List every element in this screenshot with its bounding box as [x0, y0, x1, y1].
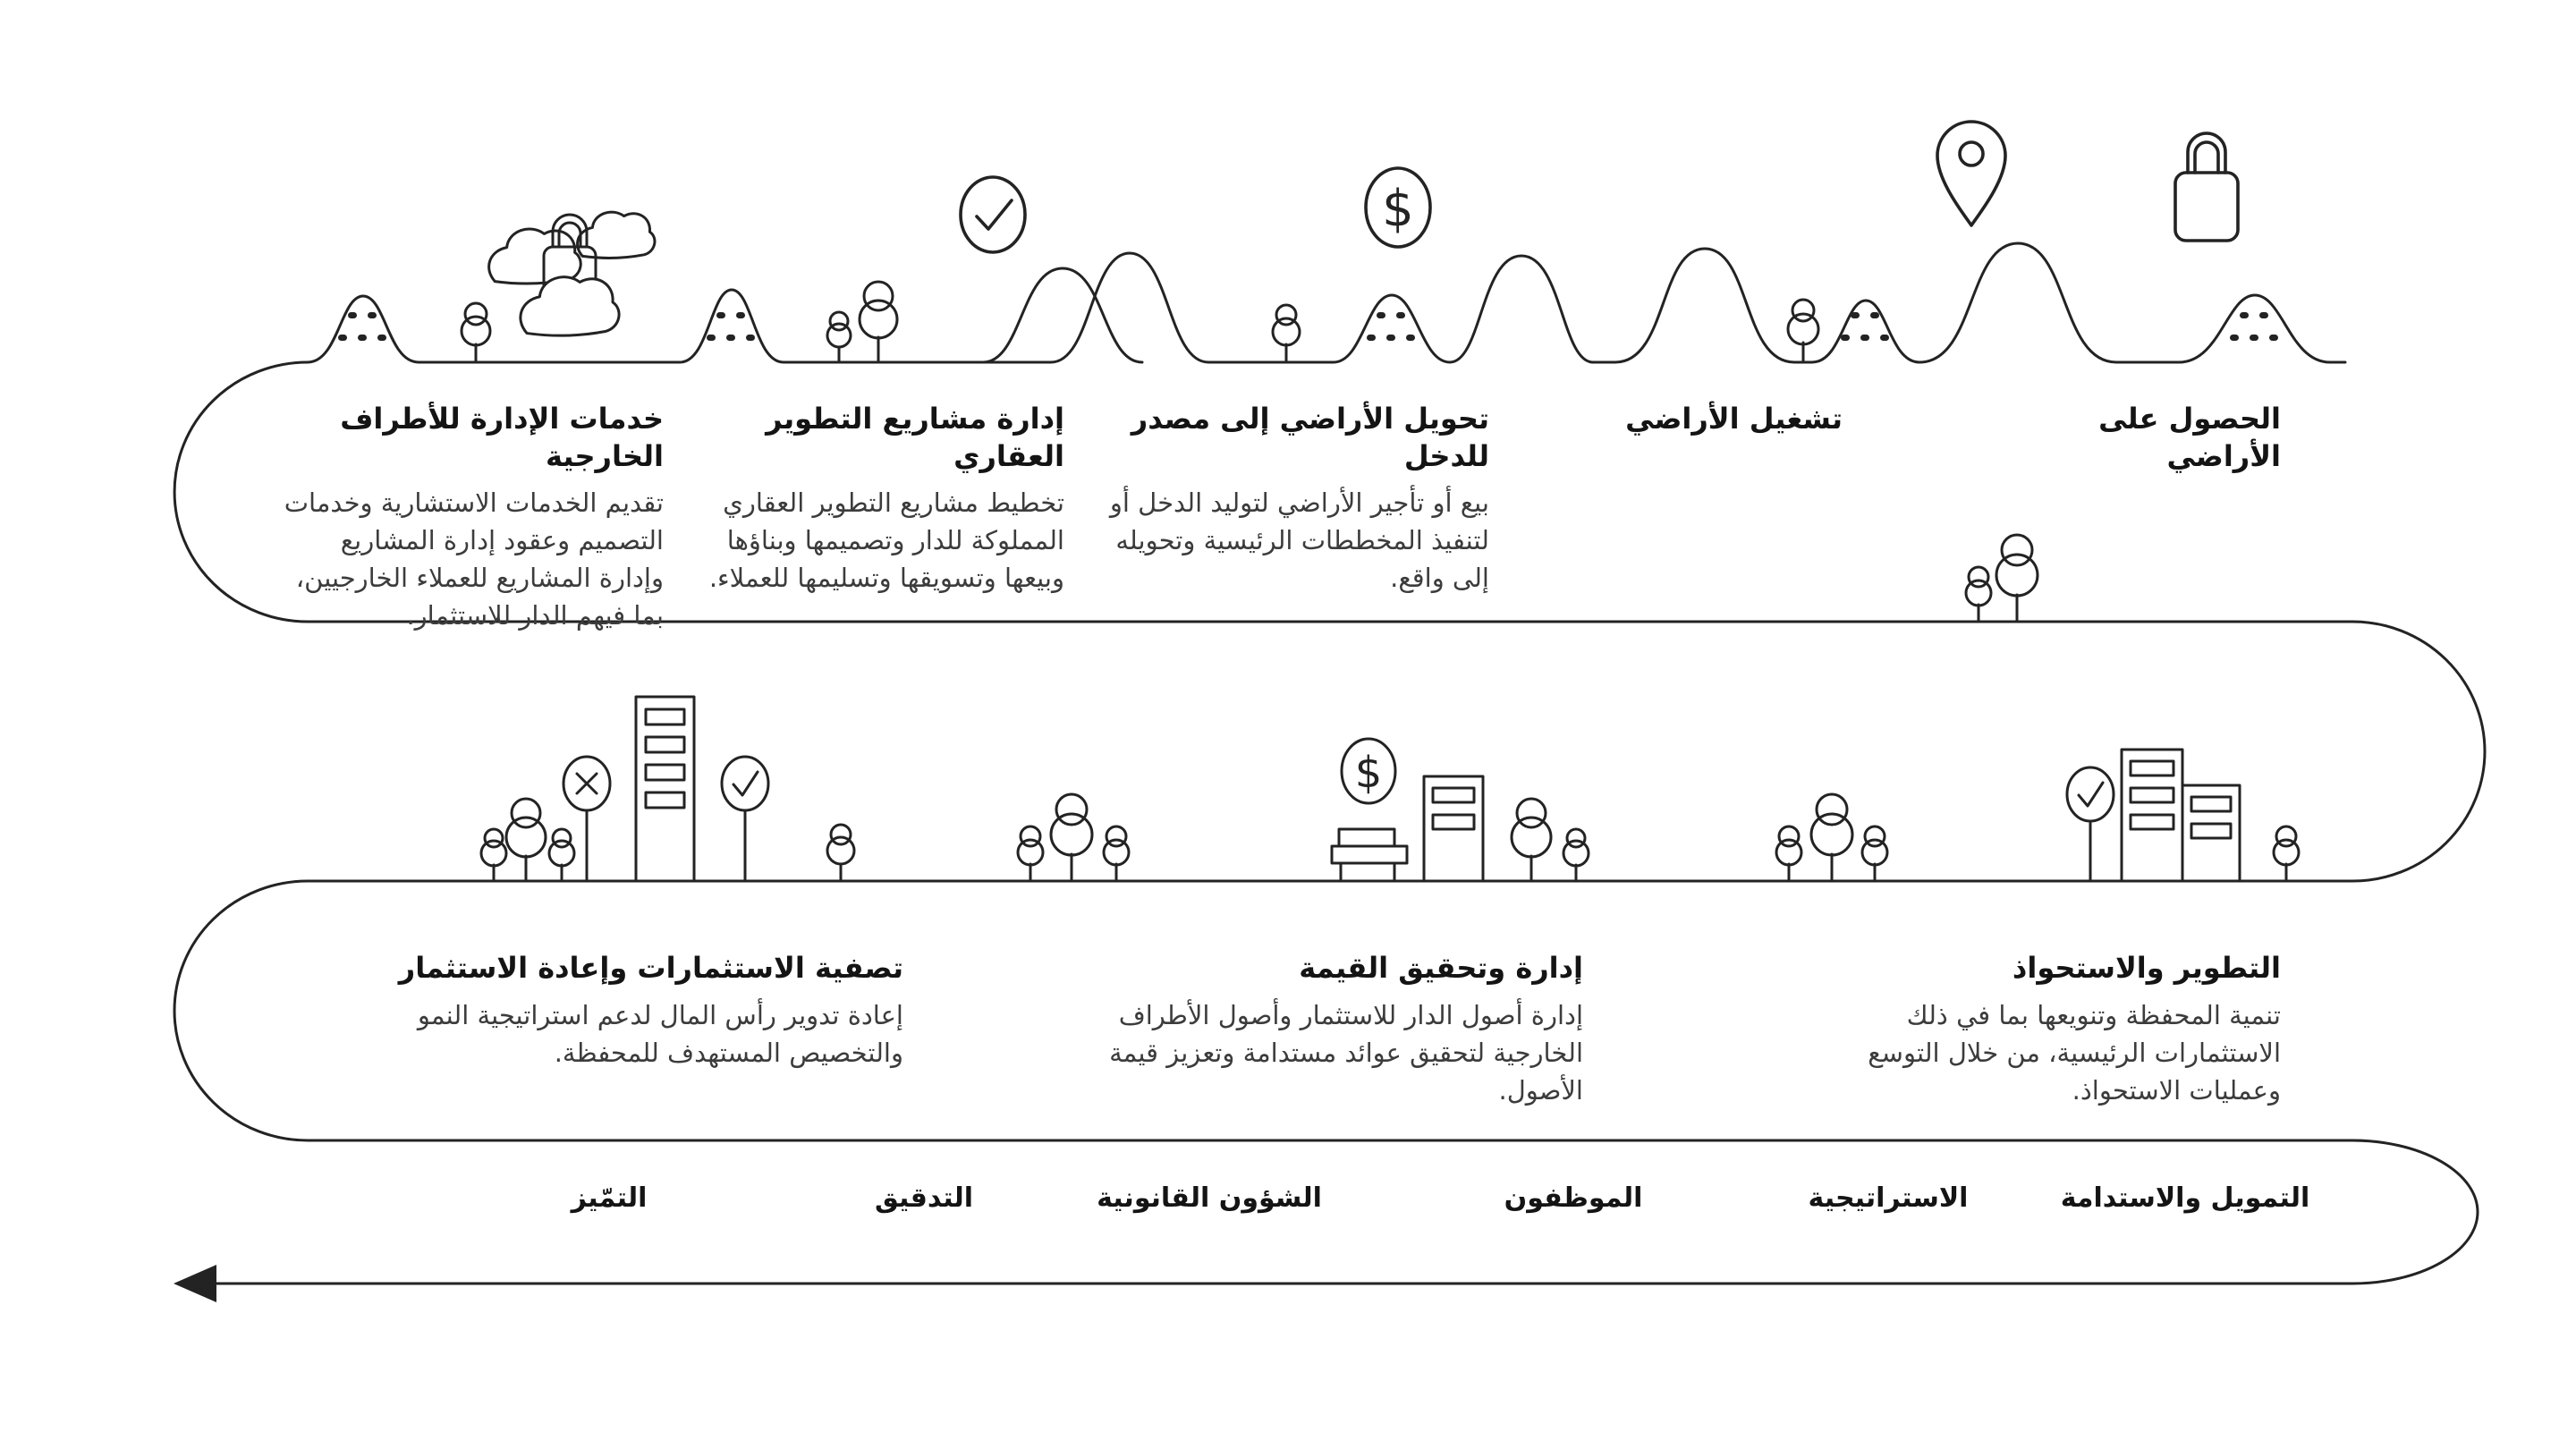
support-function-legal: الشؤون القانونية: [1097, 1182, 1322, 1214]
support-function-strategy: الاستراتيجية: [1808, 1182, 1969, 1214]
tree: [1104, 826, 1129, 881]
cloud-lock-icon: [489, 212, 655, 335]
tree: [860, 282, 897, 362]
stage-description: تقديم الخدمات الاستشارية وخدمات التصميم وعقود إدارة المشاريع وإدارة المشاريع للعملاء الخارجيين، بما فيهم الدار للاستثمار.: [284, 487, 664, 631]
stage-manage-value: [1046, 950, 1583, 1109]
dollar-circle-icon: [1342, 739, 1395, 803]
check-circle-sign: [722, 757, 768, 881]
tree: [549, 829, 574, 881]
stage-third-party-management: [279, 401, 664, 634]
stage-title: تحويل الأراضي إلى مصدر للدخل: [1131, 402, 1489, 473]
stage-land-acquisition: [1986, 401, 2281, 475]
stage-land-operation: [1565, 401, 1843, 438]
stage-land-monetization: [1091, 401, 1489, 597]
building-pair: [2122, 750, 2240, 881]
tree: [827, 825, 854, 881]
tree: [506, 799, 546, 881]
location-pin-icon: [1937, 122, 2005, 225]
building-tall-tower: [636, 697, 694, 881]
check-circle-icon: [961, 177, 1025, 252]
tree: [1811, 794, 1852, 881]
tree: [1776, 826, 1801, 881]
building-office: [1424, 776, 1483, 881]
stage-description: إدارة أصول الدار للاستثمار وأصول الأطراف الخارجية لتحقيق عوائد مستدامة وتعزيز قيمة الأصول.: [1109, 999, 1583, 1106]
stage-title: تصفية الاستثمارات وإعادة الاستثمار: [398, 951, 903, 985]
stage-description: تنمية المحفظة وتنويعها بما في ذلك الاستثمارات الرئيسية، من خلال التوسع وعمليات الاستحواذ.: [1868, 999, 2281, 1106]
tree: [1862, 826, 1887, 881]
crossing-mountain: [983, 268, 1142, 362]
stage-development-projects: [707, 401, 1064, 597]
stage-title: الحصول على الأراضي: [2098, 402, 2281, 473]
stage-description: إعادة تدوير رأس المال لدعم استراتيجية النمو والتخصيص المستهدف للمحفظة.: [417, 999, 903, 1068]
stage-description: تخطيط مشاريع التطوير العقاري المملوكة للدار وتصميمها وبناؤها وبيعها وتسويقها وتسليمها للعملاء.: [708, 487, 1064, 594]
tree: [2274, 826, 2299, 881]
tree: [1563, 829, 1589, 881]
tree: [1996, 535, 2038, 622]
tree: [462, 303, 490, 362]
arrow-left-icon: [174, 1265, 216, 1302]
tree: [1512, 799, 1551, 881]
tree: [481, 829, 506, 881]
support-function-excellence: التمّيز: [571, 1182, 648, 1214]
tree: [1273, 305, 1300, 362]
support-function-finance-sustainability: التمويل والاستدامة: [2060, 1182, 2310, 1214]
stage-development-acquisition: [1780, 950, 2281, 1109]
tree: [827, 312, 851, 362]
dune-dots: [338, 312, 2278, 341]
tree: [1788, 300, 1818, 362]
stage-title: خدمات الإدارة للأطراف الخارجية: [340, 402, 664, 473]
dollar-circle-icon: [1366, 168, 1430, 247]
stage-title: التطوير والاستحواذ: [2012, 951, 2281, 985]
tree: [1051, 794, 1092, 881]
slab-stack: [1332, 829, 1407, 881]
tree: [1966, 567, 1991, 622]
stage-title: تشغيل الأراضي: [1625, 402, 1843, 436]
trees-top-row: [462, 282, 1818, 362]
check-circle-sign: [2067, 767, 2114, 881]
tree: [1018, 826, 1043, 881]
dollar-glyph: $: [1354, 748, 1383, 798]
dollar-glyph: $: [1382, 180, 1414, 238]
stage-title: إدارة وتحقيق القيمة: [1299, 951, 1583, 985]
stage-divestment-reinvestment: [349, 950, 903, 1072]
stage-description: بيع أو تأجير الأراضي لتوليد الدخل أو لتنفيذ المخططات الرئيسية وتحويله إلى واقع.: [1109, 487, 1489, 594]
trees-second-row: [1966, 535, 2038, 622]
lock-icon: [2175, 133, 2238, 241]
support-function-audit: التدقيق: [874, 1182, 974, 1214]
stage-title: إدارة مشاريع التطوير العقاري: [766, 402, 1064, 473]
support-function-people: الموظفون: [1504, 1182, 1643, 1214]
